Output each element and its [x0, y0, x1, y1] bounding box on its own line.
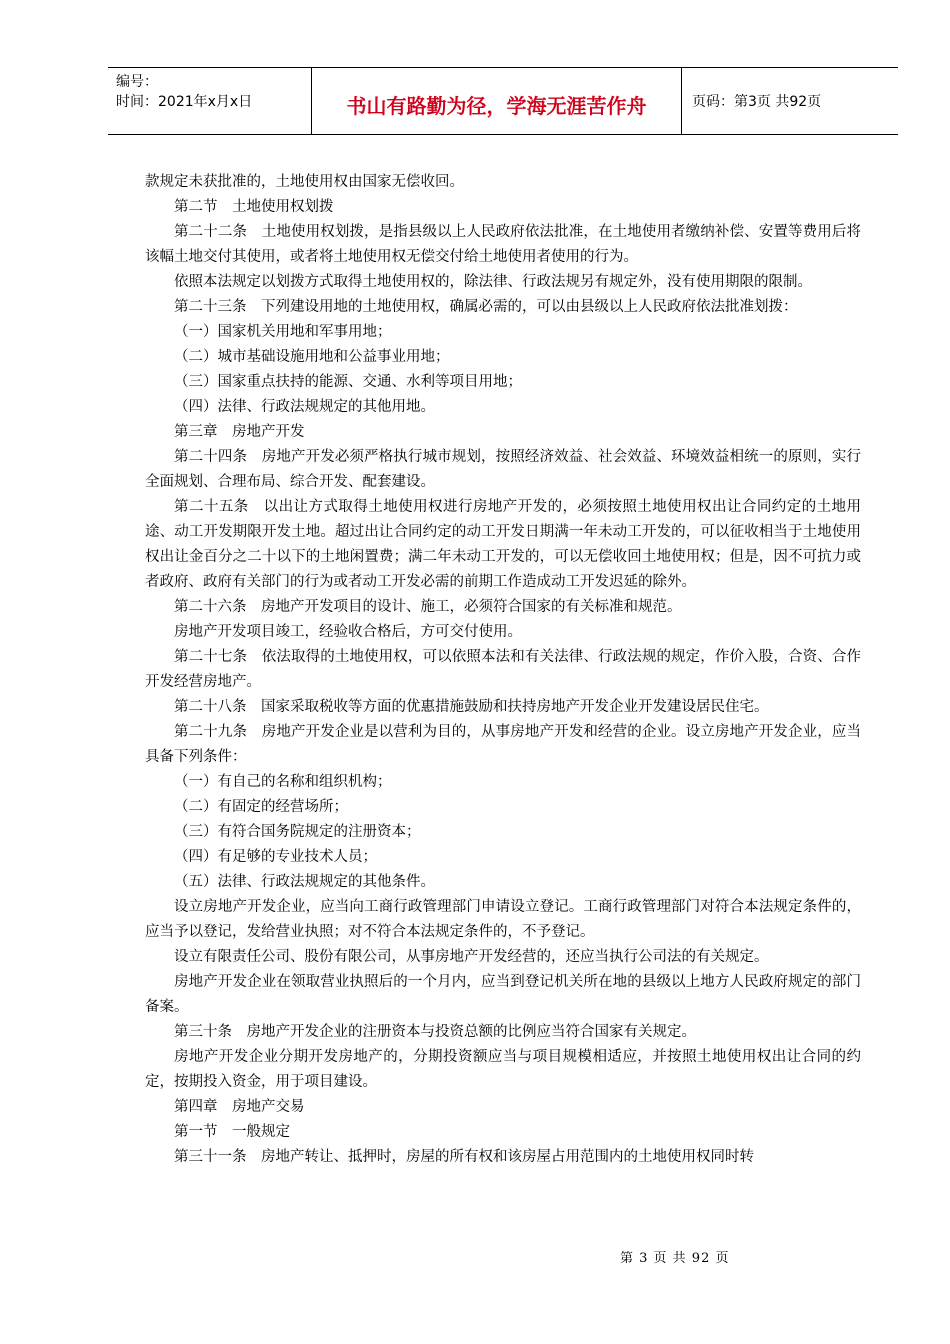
body-paragraph: 第三十一条 房地产转让、抵押时，房屋的所有权和该房屋占用范围内的土地使用权同时转: [174, 1149, 754, 1165]
body-paragraph: 第二十五条 以出让方式取得土地使用权进行房地产开发的，必须按照土地使用权出让合同约定的土地用途、动工开发期限开发土地。超过出让合同约定的动工开发日期满一年未动工开发的，可以征收相当于土地使用权出让金百分之二十以下的土地闲置费；满二年未动工开发的，可以无偿收回土地使用权；但是，因不可抗力或者政府、政府有关部门的行为或者动工开发必需的前期工作造成动工开发迟延的除外。: [145, 499, 861, 590]
header-meta: [108, 68, 311, 134]
body-paragraph: 第三章 房地产开发: [174, 424, 305, 440]
body-paragraph: 设立房地产开发企业，应当向工商行政管理部门申请设立登记。工商行政管理部门对符合本法规定条件的，应当予以登记，发给营业执照；对不符合本法规定条件的，不予登记。: [145, 899, 861, 940]
header-page-code: 页码：第3页 共92页: [692, 94, 822, 110]
body-paragraph: （二）有固定的经营场所；: [174, 799, 348, 815]
body-paragraph: （三）国家重点扶持的能源、交通、水利等项目用地；: [174, 374, 522, 390]
document-time-label: 时间：2021年x月x日: [116, 94, 253, 110]
body-paragraph: 房地产开发企业分期开发房地产的，分期投资额应当与项目规模相适应，并按照土地使用权出让合同的约定，按期投入资金，用于项目建设。: [145, 1049, 861, 1090]
body-paragraph: 第二十七条 依法取得的土地使用权，可以依照本法和有关法律、行政法规的规定，作价入股，合资、合作开发经营房地产。: [145, 649, 861, 690]
body-paragraph: 第二十六条 房地产开发项目的设计、施工，必须符合国家的有关标准和规范。: [174, 599, 682, 615]
body-paragraph: 第二十三条 下列建设用地的土地使用权，确属必需的，可以由县级以上人民政府依法批准划拨：: [174, 299, 798, 315]
body-paragraph: （一）有自己的名称和组织机构；: [174, 774, 392, 790]
body-paragraph: 设立有限责任公司、股份有限公司，从事房地产开发经营的，还应当执行公司法的有关规定。: [174, 949, 769, 965]
page-footer: 第 3 页 共 92 页: [620, 1251, 730, 1266]
body-paragraph: 第二十二条 土地使用权划拨，是指县级以上人民政府依法批准，在土地使用者缴纳补偿、安置等费用后将该幅土地交付其使用，或者将土地使用权无偿交付给土地使用者使用的行为。: [145, 224, 861, 265]
body-paragraph: 第二十四条 房地产开发必须严格执行城市规划，按照经济效益、社会效益、环境效益相统一的原则，实行全面规划、合理布局、综合开发、配套建设。: [145, 449, 861, 490]
header-motto: 书山有路勤为径，学海无涯苦作舟: [311, 68, 682, 134]
body-paragraph: 款规定未获批准的，土地使用权由国家无偿收回。: [145, 174, 464, 190]
body-paragraph: （四）有足够的专业技术人员；: [174, 849, 377, 865]
body-paragraph: （一）国家机关用地和军事用地；: [174, 324, 392, 340]
page-header: [108, 67, 898, 135]
body-paragraph: 第二节 土地使用权划拨: [174, 199, 334, 215]
body-paragraph: 第四章 房地产交易: [174, 1099, 305, 1115]
body-paragraph: （三）有符合国务院规定的注册资本；: [174, 824, 421, 840]
document-body: [145, 170, 861, 1170]
body-paragraph: （二）城市基础设施用地和公益事业用地；: [174, 349, 450, 365]
body-paragraph: 依照本法规定以划拨方式取得土地使用权的，除法律、行政法规另有规定外，没有使用期限的限制。: [174, 274, 812, 290]
body-paragraph: 第二十八条 国家采取税收等方面的优惠措施鼓励和扶持房地产开发企业开发建设居民住宅。: [174, 699, 769, 715]
body-paragraph: （五）法律、行政法规规定的其他条件。: [174, 874, 435, 890]
body-paragraph: 房地产开发项目竣工，经验收合格后，方可交付使用。: [174, 624, 522, 640]
body-paragraph: 第三十条 房地产开发企业的注册资本与投资总额的比例应当符合国家有关规定。: [174, 1024, 696, 1040]
body-paragraph: （四）法律、行政法规规定的其他用地。: [174, 399, 435, 415]
body-paragraph: 第一节 一般规定: [174, 1124, 290, 1140]
document-number-label: 编号：: [116, 74, 158, 90]
body-paragraph: 房地产开发企业在领取营业执照后的一个月内，应当到登记机关所在地的县级以上地方人民政府规定的部门备案。: [145, 974, 861, 1015]
body-paragraph: 第二十九条 房地产开发企业是以营利为目的，从事房地产开发和经营的企业。设立房地产开发企业，应当具备下列条件：: [145, 724, 861, 765]
